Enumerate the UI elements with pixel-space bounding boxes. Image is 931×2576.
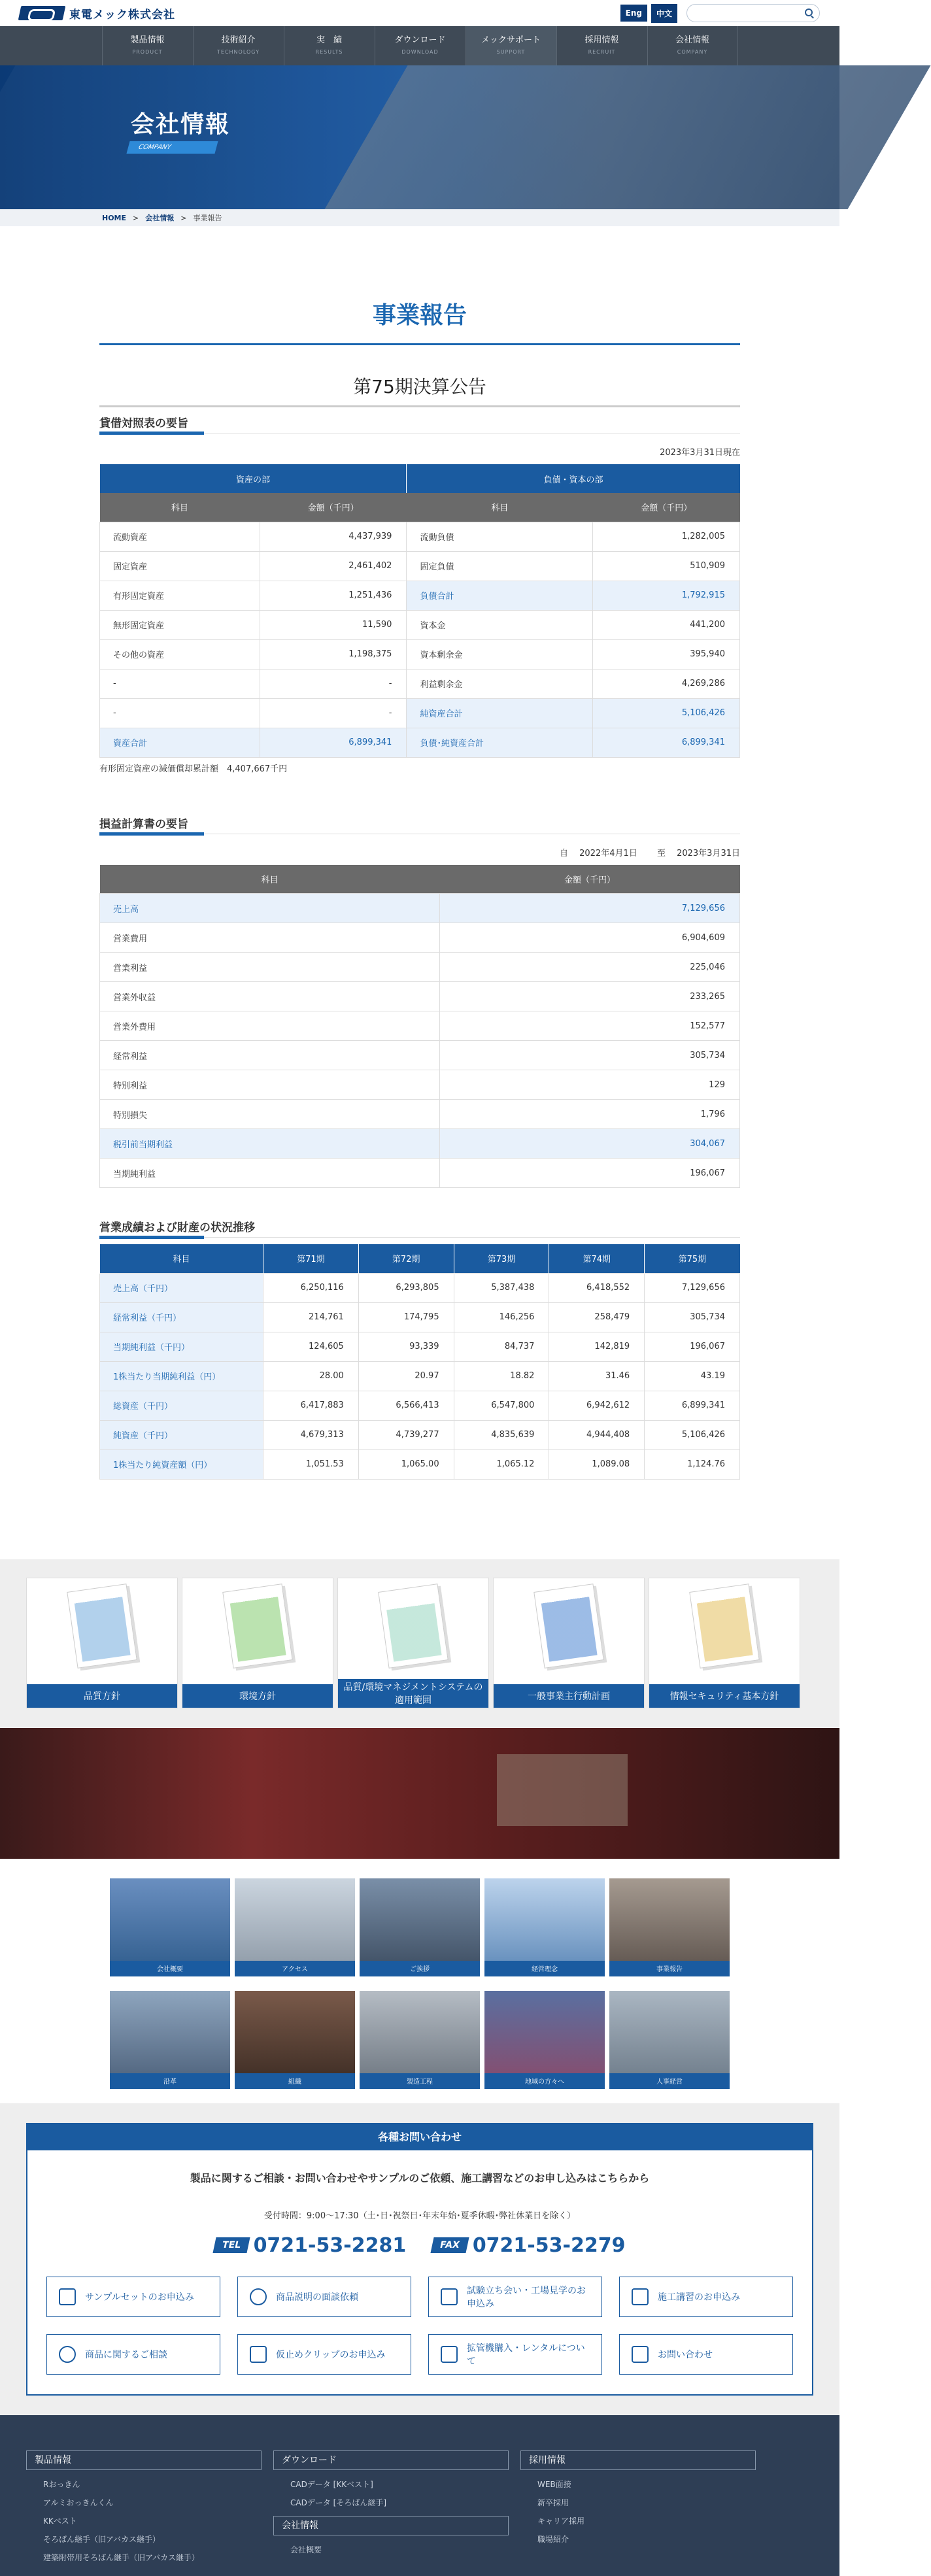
balance-table xyxy=(99,464,740,758)
value-cell: 4,835,639 xyxy=(454,1420,549,1449)
nav-label: 採用情報 xyxy=(584,35,619,45)
trend-col-header: 第73期 xyxy=(454,1244,549,1273)
product-consult-button[interactable] xyxy=(46,2334,220,2375)
item-cell: 資本剰余金 xyxy=(407,639,593,669)
item-cell: 売上高 xyxy=(100,894,440,923)
item-cell: 無形固定資産 xyxy=(100,610,260,639)
policy-card[interactable] xyxy=(337,1578,489,1708)
value-cell: 31.46 xyxy=(549,1361,645,1391)
thumb-caption: 事業報告 xyxy=(609,1961,730,1976)
value-cell: 93,339 xyxy=(358,1332,454,1361)
table-row xyxy=(100,894,740,923)
contact-section xyxy=(0,2103,839,2415)
thumb-caption: 会社概要 xyxy=(110,1961,230,1976)
expander-rental-button[interactable] xyxy=(428,2334,602,2375)
search-input[interactable] xyxy=(686,4,820,22)
trend-table xyxy=(99,1244,740,1480)
amount-cell: 1,796 xyxy=(440,1100,740,1129)
thumb-caption: ご挨拶 xyxy=(360,1961,480,1976)
policy-card[interactable] xyxy=(26,1578,178,1708)
table-row xyxy=(100,1070,740,1100)
button-label: 商品に関するご相談 xyxy=(85,2349,167,2360)
policy-card-label: 品質/環境マネジメントシステムの適用範囲 xyxy=(338,1679,488,1708)
policy-card[interactable] xyxy=(493,1578,645,1708)
footer-link[interactable]: 職場紹介 xyxy=(537,2534,569,2544)
page-title: 事業報告 xyxy=(372,302,467,329)
logo-text: 東電メック株式会社 xyxy=(69,8,175,22)
policy-card-label: 一般事業主行動計画 xyxy=(494,1684,644,1708)
table-row xyxy=(100,1332,740,1361)
workshop-icon xyxy=(632,2288,649,2305)
amount-cell: 1,198,375 xyxy=(260,639,407,669)
nav-recruit[interactable] xyxy=(556,26,647,65)
balance-date: 2023年3月31日現在 xyxy=(660,448,740,458)
item-cell: 営業利益 xyxy=(100,953,440,982)
breadcrumb-current: 事業報告 xyxy=(193,214,222,222)
breadcrumb-home-link[interactable]: HOME xyxy=(102,213,127,222)
document-icon xyxy=(67,1584,137,1669)
period-to-label: 至 xyxy=(656,848,666,858)
tel-number[interactable] xyxy=(214,2234,407,2257)
contact-lead: 製品に関するご相談・お問い合わせやサンプルのご依頼、施工講習などのお申し込みはこちらから xyxy=(190,2171,650,2184)
value-cell: 43.19 xyxy=(645,1361,740,1391)
value-cell: 4,739,277 xyxy=(358,1420,454,1449)
value-cell: 4,679,313 xyxy=(263,1420,359,1449)
policy-card[interactable] xyxy=(182,1578,333,1708)
value-cell: 214,761 xyxy=(263,1302,359,1332)
nav-sublabel: TECHNOLOGY xyxy=(217,49,260,55)
item-cell: 有形固定資産 xyxy=(100,581,260,610)
amount-cell: 6,899,341 xyxy=(260,728,407,757)
period-to: 2023年3月31日 xyxy=(677,848,740,858)
button-label: 施工講習のお申込み xyxy=(658,2292,740,2303)
document-icon xyxy=(533,1584,604,1669)
footer-link[interactable]: WEB面接 xyxy=(537,2479,571,2489)
table-row xyxy=(100,1041,740,1070)
hero-title: 会社情報 xyxy=(131,111,231,138)
value-cell: 6,566,413 xyxy=(358,1391,454,1420)
item-cell: 固定負債 xyxy=(407,551,593,581)
contact-heading: 各種お問い合わせ xyxy=(27,2124,812,2150)
amount-cell: 441,200 xyxy=(593,610,740,639)
item-cell: 総資産（千円） xyxy=(100,1391,263,1420)
value-cell: 6,942,612 xyxy=(549,1391,645,1420)
value-cell: 1,124.76 xyxy=(645,1449,740,1479)
hero-banner xyxy=(0,65,839,209)
policy-card-label: 環境方針 xyxy=(182,1684,333,1708)
thumb-link[interactable] xyxy=(360,1878,480,1976)
amount-cell: 152,577 xyxy=(440,1011,740,1041)
table-row xyxy=(100,669,740,698)
thumb-link[interactable] xyxy=(609,1878,730,1976)
value-cell: 4,944,408 xyxy=(549,1420,645,1449)
footer-link[interactable]: アルミおっきんくん xyxy=(43,2498,114,2507)
item-cell: 当期純利益 xyxy=(100,1159,440,1188)
item-cell: 資本金 xyxy=(407,610,593,639)
document-icon xyxy=(378,1584,449,1669)
meeting-request-button[interactable] xyxy=(237,2277,411,2317)
amount-cell: 510,909 xyxy=(593,551,740,581)
nav-product[interactable] xyxy=(102,26,193,65)
thumb-caption: アクセス xyxy=(235,1961,355,1976)
amount-cell: 1,282,005 xyxy=(593,522,740,551)
title-divider xyxy=(99,343,740,345)
footer-link[interactable]: 新卒採用 xyxy=(537,2498,569,2507)
table-row xyxy=(100,953,740,982)
nav-sublabel: SUPPORT xyxy=(496,49,526,55)
mail-icon xyxy=(632,2346,649,2363)
item-cell: 営業費用 xyxy=(100,923,440,953)
table-row xyxy=(100,581,740,610)
value-cell: 6,899,341 xyxy=(645,1391,740,1420)
nav-sublabel: PRODUCT xyxy=(132,49,163,55)
item-cell: 売上高（千円） xyxy=(100,1273,263,1302)
footer-download-heading[interactable]: ダウンロード xyxy=(273,2450,509,2470)
value-cell: 18.82 xyxy=(454,1361,549,1391)
item-cell: - xyxy=(100,669,260,698)
fax-badge: FAX xyxy=(431,2237,469,2253)
table-row xyxy=(100,923,740,953)
balance-note: 有形固定資産の減価償却累計額 4,407,667千円 xyxy=(99,764,288,774)
table-row xyxy=(100,698,740,728)
nav-label: メックサポート xyxy=(481,35,541,45)
trend-col-header: 第71期 xyxy=(263,1244,359,1273)
logo-mark-icon xyxy=(18,6,66,20)
nav-results[interactable] xyxy=(284,26,375,65)
footer-link[interactable]: KKベスト xyxy=(43,2516,77,2526)
amount-cell: 233,265 xyxy=(440,982,740,1011)
button-label: 試験立ち会い・工場見学のお申込み xyxy=(467,2285,586,2309)
nav-technology[interactable] xyxy=(193,26,284,65)
button-label: 仮止めクリップのお申込み xyxy=(276,2349,386,2360)
policy-card-label: 品質方針 xyxy=(27,1684,177,1708)
item-cell: 特別利益 xyxy=(100,1070,440,1100)
nav-download[interactable] xyxy=(375,26,466,65)
factory-tour-button[interactable] xyxy=(428,2277,602,2317)
thumb-link[interactable] xyxy=(609,1991,730,2089)
table-row xyxy=(100,1100,740,1129)
value-cell: 124,605 xyxy=(263,1332,359,1361)
table-row xyxy=(100,1273,740,1302)
footer-link[interactable]: CADデータ [そろばん継手] xyxy=(290,2498,387,2507)
period-from-label: 自 xyxy=(560,848,569,858)
thumb-link[interactable] xyxy=(110,1991,230,2089)
table-row xyxy=(100,522,740,551)
kessan-divider xyxy=(99,405,740,407)
item-cell: 純資産合計 xyxy=(407,698,593,728)
lang-english-button[interactable]: Eng xyxy=(620,5,647,22)
tag-icon xyxy=(441,2346,458,2363)
kessan-heading: 第75期決算公告 xyxy=(353,376,486,398)
item-cell: その他の資産 xyxy=(100,639,260,669)
nav-label: 実 績 xyxy=(316,35,342,45)
col-item: 科目 xyxy=(407,493,593,522)
company-logo[interactable] xyxy=(20,5,175,22)
tel-badge: TEL xyxy=(212,2237,250,2253)
button-label: 商品説明の面談依頼 xyxy=(276,2292,358,2303)
liabilities-header: 負債・資本の部 xyxy=(407,464,740,493)
footer-product-heading[interactable]: 製品情報 xyxy=(26,2450,262,2470)
item-cell: 1株当たり当期純利益（円） xyxy=(100,1361,263,1391)
amount-cell: 2,461,402 xyxy=(260,551,407,581)
value-cell: 305,734 xyxy=(645,1302,740,1332)
policy-card[interactable] xyxy=(649,1578,800,1708)
table-row xyxy=(100,1449,740,1479)
breadcrumb xyxy=(0,209,839,226)
photo-band xyxy=(0,1728,839,1859)
thumb-caption: 人事経営 xyxy=(609,2073,730,2089)
amount-cell: 196,067 xyxy=(440,1159,740,1188)
table-row xyxy=(100,1420,740,1449)
assets-header: 資産の部 xyxy=(100,464,407,493)
amount-cell: 1,792,915 xyxy=(593,581,740,610)
document-icon xyxy=(689,1584,760,1669)
search-icon[interactable] xyxy=(805,8,813,16)
value-cell: 6,547,800 xyxy=(454,1391,549,1420)
item-cell: 特別損失 xyxy=(100,1100,440,1129)
footer xyxy=(0,2415,839,2576)
breadcrumb-separator: > xyxy=(180,213,187,222)
table-row xyxy=(100,728,740,757)
item-cell: 営業外収益 xyxy=(100,982,440,1011)
inquiry-button[interactable] xyxy=(619,2334,793,2375)
amount-cell: - xyxy=(260,698,407,728)
amount-cell: 304,067 xyxy=(440,1129,740,1159)
policy-card-label: 情報セキュリティ基本方針 xyxy=(649,1684,800,1708)
trend-col-header: 科目 xyxy=(100,1244,263,1273)
thumb-caption: 組織 xyxy=(235,2073,355,2089)
thumb-link[interactable] xyxy=(484,1991,605,2089)
value-cell: 1,089.08 xyxy=(549,1449,645,1479)
amount-cell: 4,269,286 xyxy=(593,669,740,698)
value-cell: 28.00 xyxy=(263,1361,359,1391)
amount-cell: 7,129,656 xyxy=(440,894,740,923)
item-cell: 営業外費用 xyxy=(100,1011,440,1041)
item-cell: 負債･純資産合計 xyxy=(407,728,593,757)
table-row xyxy=(100,1129,740,1159)
footer-link[interactable]: そろばん継手（旧アバカス継手） xyxy=(43,2534,161,2544)
value-cell: 5,106,426 xyxy=(645,1420,740,1449)
income-period xyxy=(99,846,740,858)
amount-cell: 6,904,609 xyxy=(440,923,740,953)
button-label: 拡管機購入・レンタルについて xyxy=(467,2343,585,2367)
value-cell: 6,293,805 xyxy=(358,1273,454,1302)
thumb-caption: 地域の方々へ xyxy=(484,2073,605,2089)
item-cell: 流動負債 xyxy=(407,522,593,551)
nav-label: 会社情報 xyxy=(675,35,709,45)
footer-link[interactable]: CADデータ [KKベスト] xyxy=(290,2479,373,2489)
nav-label: 製品情報 xyxy=(130,35,165,45)
clip-request-button[interactable] xyxy=(237,2334,411,2375)
table-row xyxy=(100,982,740,1011)
value-cell: 174,795 xyxy=(358,1302,454,1332)
trend-col-header: 第74期 xyxy=(549,1244,645,1273)
item-cell: - xyxy=(100,698,260,728)
income-table xyxy=(99,865,740,1189)
income-heading: 損益計算書の要旨 xyxy=(99,815,740,834)
item-cell: 経常利益（千円） xyxy=(100,1302,263,1332)
item-cell: 税引前当期利益 xyxy=(100,1129,440,1159)
balance-heading: 貸借対照表の要旨 xyxy=(99,414,740,433)
item-cell: 経常利益 xyxy=(100,1041,440,1070)
value-cell: 1,065.00 xyxy=(358,1449,454,1479)
box-icon xyxy=(59,2288,76,2305)
trend-col-header: 第75期 xyxy=(645,1244,740,1273)
thumb-link[interactable] xyxy=(235,1878,355,1976)
col-amount: 金額（千円） xyxy=(260,493,407,522)
footer-company-heading[interactable]: 会社情報 xyxy=(273,2516,509,2535)
amount-cell: 225,046 xyxy=(440,953,740,982)
contact-hours: 受付時間：9:00〜17:30（土･日･祝祭日･年末年始･夏季休暇･弊社休業日を除く） xyxy=(263,2211,576,2221)
lang-chinese-button[interactable]: 中文 xyxy=(651,4,677,23)
thumb-caption: 経営理念 xyxy=(484,1961,605,1976)
thumb-link[interactable] xyxy=(484,1878,605,1976)
thumb-link[interactable] xyxy=(360,1991,480,2089)
col-amount: 金額（千円） xyxy=(593,493,740,522)
item-cell: 流動資産 xyxy=(100,522,260,551)
value-cell: 258,479 xyxy=(549,1302,645,1332)
amount-cell: 305,734 xyxy=(440,1041,740,1070)
nav-label: ダウンロード xyxy=(394,35,446,45)
main-content xyxy=(99,373,740,1480)
amount-cell: 395,940 xyxy=(593,639,740,669)
thumb-link[interactable] xyxy=(110,1878,230,1976)
value-cell: 146,256 xyxy=(454,1302,549,1332)
value-cell: 6,418,552 xyxy=(549,1273,645,1302)
col-item: 科目 xyxy=(100,493,260,522)
policy-cards xyxy=(0,1559,839,1728)
value-cell: 5,387,438 xyxy=(454,1273,549,1302)
button-label: サンプルセットのお申込み xyxy=(85,2292,194,2303)
value-cell: 7,129,656 xyxy=(645,1273,740,1302)
footer-link[interactable]: 建築附帯用そろばん継手（旧アバカス継手） xyxy=(43,2552,200,2562)
table-row xyxy=(100,1391,740,1420)
item-cell: 当期純利益（千円） xyxy=(100,1332,263,1361)
group-icon xyxy=(441,2288,458,2305)
amount-cell: 4,437,939 xyxy=(260,522,407,551)
table-row xyxy=(100,551,740,581)
nav-company[interactable] xyxy=(647,26,738,65)
footer-link[interactable]: Rおっきん xyxy=(43,2479,80,2489)
item-cell: 純資産（千円） xyxy=(100,1420,263,1449)
table-row xyxy=(100,1011,740,1041)
amount-cell: 11,590 xyxy=(260,610,407,639)
table-row xyxy=(100,639,740,669)
footer-recruit-heading[interactable]: 採用情報 xyxy=(520,2450,756,2470)
thumb-link[interactable] xyxy=(235,1991,355,2089)
item-cell: 1株当たり純資産額（円） xyxy=(100,1449,263,1479)
value-cell: 6,250,116 xyxy=(263,1273,359,1302)
value-cell: 1,051.53 xyxy=(263,1449,359,1479)
amount-cell: 6,899,341 xyxy=(593,728,740,757)
trend-heading: 営業成績および財産の状況推移 xyxy=(99,1218,740,1238)
button-label: お問い合わせ xyxy=(658,2349,713,2360)
amount-cell: 129 xyxy=(440,1070,740,1100)
thumb-caption: 製造工程 xyxy=(360,2073,480,2089)
value-cell: 20.97 xyxy=(358,1361,454,1391)
table-row xyxy=(100,1361,740,1391)
top-bar xyxy=(0,0,839,26)
hero-subtitle: COMPANY xyxy=(126,141,218,154)
item-cell: 利益剰余金 xyxy=(407,669,593,698)
value-cell: 1,065.12 xyxy=(454,1449,549,1479)
nav-label: 技術紹介 xyxy=(221,35,256,45)
footer-link[interactable]: 会社概要 xyxy=(290,2545,322,2554)
item-cell: 固定資産 xyxy=(100,551,260,581)
question-icon xyxy=(59,2346,76,2363)
value-cell: 196,067 xyxy=(645,1332,740,1361)
period-from: 2022年4月1日 xyxy=(579,848,637,858)
fax-number xyxy=(432,2234,625,2257)
table-row xyxy=(100,1159,740,1188)
person-icon xyxy=(250,2288,267,2305)
document-icon xyxy=(222,1584,293,1669)
col-item: 科目 xyxy=(100,865,440,894)
amount-cell: 1,251,436 xyxy=(260,581,407,610)
nav-sublabel: RECRUIT xyxy=(588,49,616,55)
nav-sublabel: COMPANY xyxy=(677,49,708,55)
footer-link[interactable]: キャリア採用 xyxy=(537,2516,585,2526)
company-links xyxy=(0,1859,839,2089)
value-cell: 6,417,883 xyxy=(263,1391,359,1420)
contact-box xyxy=(26,2123,813,2396)
tel-value: 0721-53-2281 xyxy=(253,2233,407,2257)
amount-cell: - xyxy=(260,669,407,698)
trend-col-header: 第72期 xyxy=(358,1244,454,1273)
item-cell: 資産合計 xyxy=(100,728,260,757)
nav-support[interactable] xyxy=(466,26,556,65)
table-row xyxy=(100,1302,740,1332)
nav-sublabel: DOWNLOAD xyxy=(401,49,439,55)
thumb-caption: 沿革 xyxy=(110,2073,230,2089)
global-nav xyxy=(0,26,839,65)
item-cell: 負債合計 xyxy=(407,581,593,610)
breadcrumb-separator: > xyxy=(133,213,139,222)
sample-set-button[interactable] xyxy=(46,2277,220,2317)
value-cell: 142,819 xyxy=(549,1332,645,1361)
fax-value: 0721-53-2279 xyxy=(472,2233,626,2257)
clip-icon xyxy=(250,2346,267,2363)
breadcrumb-company-link[interactable]: 会社情報 xyxy=(145,214,175,222)
col-amount: 金額（千円） xyxy=(440,865,740,894)
nav-sublabel: RESULTS xyxy=(315,49,343,55)
workshop-button[interactable] xyxy=(619,2277,793,2317)
value-cell: 84,737 xyxy=(454,1332,549,1361)
table-row xyxy=(100,610,740,639)
amount-cell: 5,106,426 xyxy=(593,698,740,728)
